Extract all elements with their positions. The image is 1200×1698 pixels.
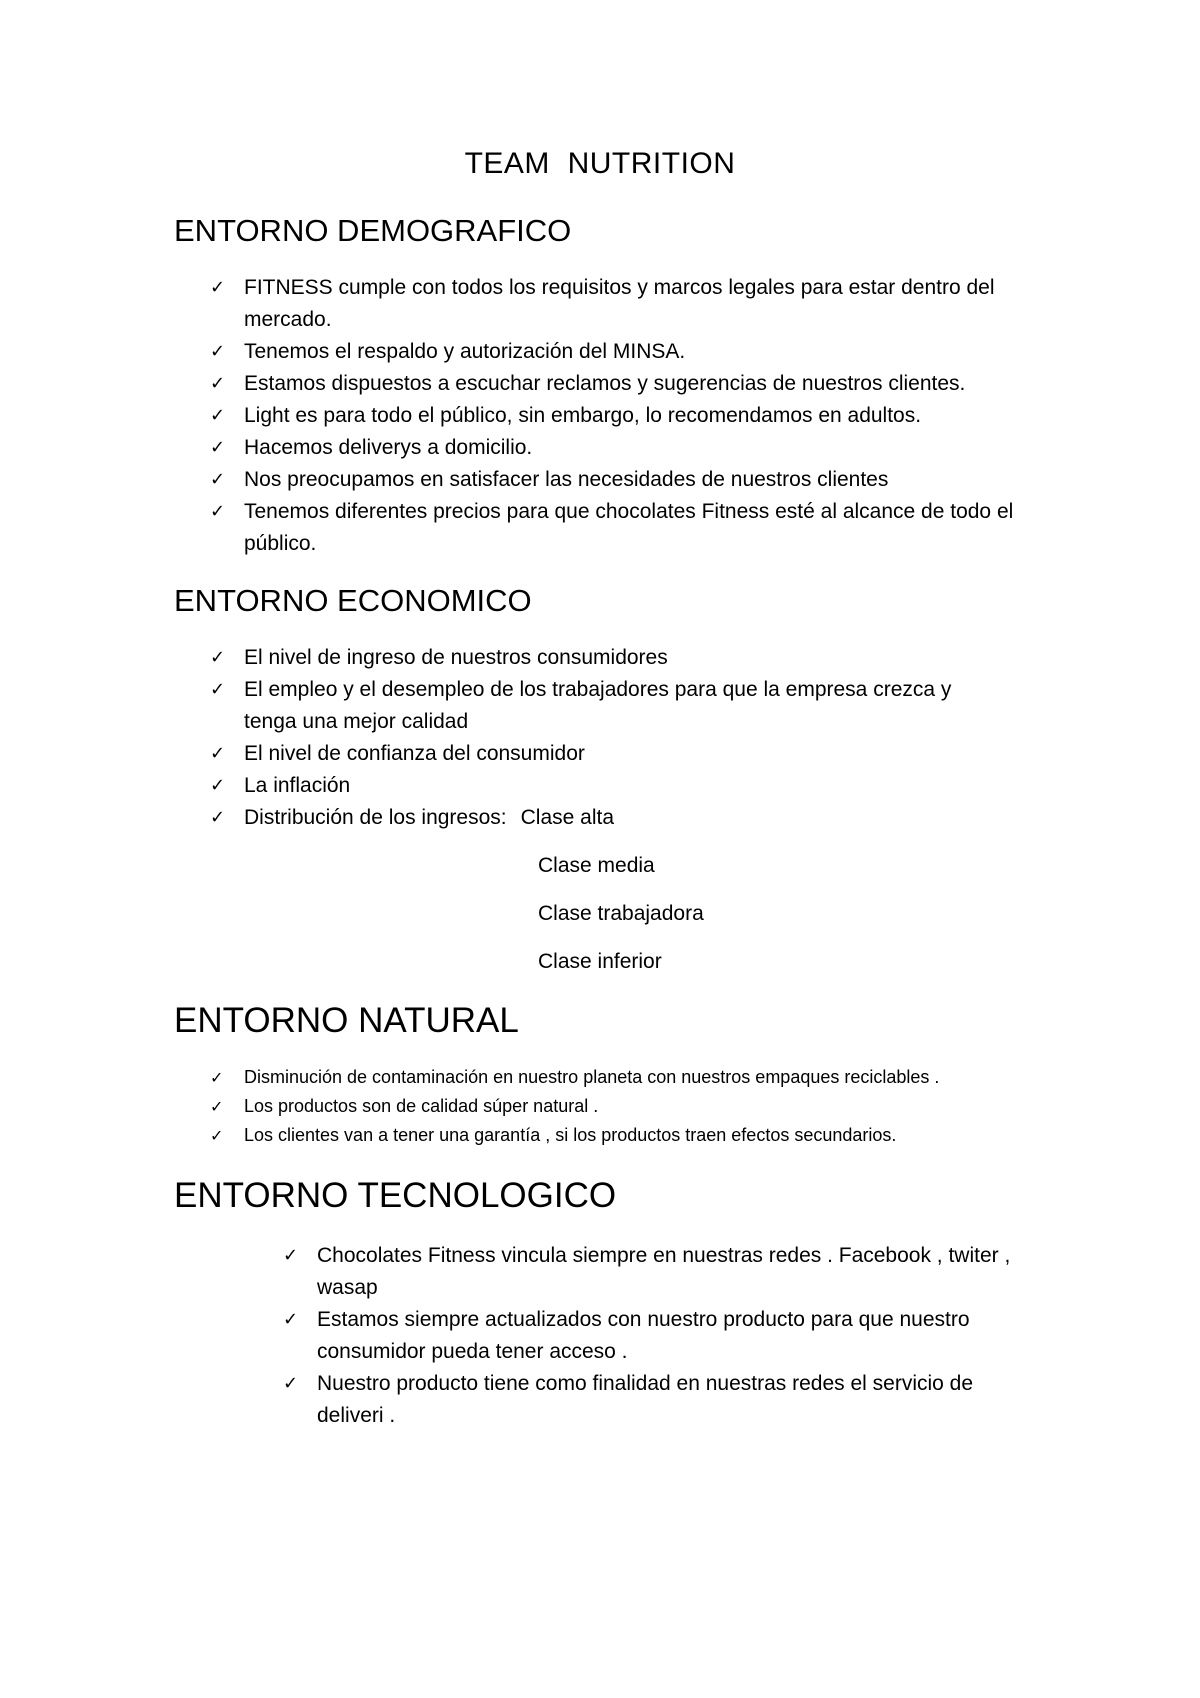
check-mark-icon: ✓ — [210, 501, 226, 522]
list-item: ✓ Tenemos el respaldo y autorización del MINSA. — [208, 336, 1040, 368]
check-mark-icon: ✓ — [210, 679, 226, 700]
check-mark-icon: ✓ — [210, 469, 226, 490]
list-item: ✓ Estamos siempre actualizados con nuestro producto para que nuestro consumidor pueda tener acceso . — [281, 1304, 1021, 1368]
check-mark-icon: ✓ — [210, 277, 226, 298]
list-item: ✓ El nivel de confianza del consumidor — [208, 738, 1008, 770]
check-mark-icon: ✓ — [283, 1245, 299, 1266]
list-item: ✓ Distribución de los ingresos: Clase alta — [208, 802, 1008, 834]
list-natural — [208, 1063, 1068, 1150]
list-item: ✓ Tenemos diferentes precios para que chocolates Fitness esté al alcance de todo el público. — [208, 496, 1040, 560]
check-mark-icon: ✓ — [210, 1068, 224, 1087]
list-item: ✓ Estamos dispuestos a escuchar reclamos y sugerencias de nuestros clientes. — [208, 368, 1040, 400]
list-demografico — [208, 272, 1040, 560]
list-item: ✓ Los clientes van a tener una garantía , si los productos traen efectos secundarios. — [208, 1121, 1068, 1150]
check-mark-icon: ✓ — [210, 647, 226, 668]
list-item: ✓ Nos preocupamos en satisfacer las necesidades de nuestros clientes — [208, 464, 1040, 496]
list-item: ✓ FITNESS cumple con todos los requisitos y marcos legales para estar dentro del mercado. — [208, 272, 1040, 336]
income-class-media: Clase media — [538, 854, 655, 877]
heading-entorno-economico: ENTORNO ECONOMICO — [174, 583, 532, 618]
check-mark-icon: ✓ — [210, 743, 226, 764]
document-title: TEAM NUTRITION — [464, 147, 736, 180]
income-class-trabajadora: Clase trabajadora — [538, 902, 704, 925]
heading-entorno-tecnologico: ENTORNO TECNOLOGICO — [174, 1176, 617, 1215]
check-mark-icon: ✓ — [210, 405, 226, 426]
list-economico — [208, 642, 1008, 834]
check-mark-icon: ✓ — [210, 1126, 224, 1145]
check-mark-icon: ✓ — [210, 1097, 224, 1116]
check-mark-icon: ✓ — [210, 807, 226, 828]
check-mark-icon: ✓ — [283, 1309, 299, 1330]
list-item: ✓ Chocolates Fitness vincula siempre en nuestras redes . Facebook , twiter , wasap — [281, 1240, 1021, 1304]
heading-entorno-demografico: ENTORNO DEMOGRAFICO — [174, 213, 572, 248]
list-item: ✓ Nuestro producto tiene como finalidad en nuestras redes el servicio de deliveri . — [281, 1368, 1021, 1432]
list-item: ✓ El empleo y el desempleo de los trabajadores para que la empresa crezca y tenga una mejor calidad — [208, 674, 1008, 738]
list-item: ✓ Hacemos deliverys a domicilio. — [208, 432, 1040, 464]
income-class-alta: Clase alta — [520, 806, 615, 829]
list-item: ✓ El nivel de ingreso de nuestros consumidores — [208, 642, 1008, 674]
list-item: ✓ Los productos son de calidad súper natural . — [208, 1092, 1068, 1121]
check-mark-icon: ✓ — [210, 437, 226, 458]
list-item: ✓ La inflación — [208, 770, 1008, 802]
list-tecnologico — [281, 1240, 1021, 1432]
income-class-inferior: Clase inferior — [538, 950, 662, 973]
list-item: ✓ Light es para todo el público, sin embargo, lo recomendamos en adultos. — [208, 400, 1040, 432]
check-mark-icon: ✓ — [283, 1373, 299, 1394]
list-item: ✓ Disminución de contaminación en nuestro planeta con nuestros empaques reciclables . — [208, 1063, 1068, 1092]
check-mark-icon: ✓ — [210, 341, 226, 362]
check-mark-icon: ✓ — [210, 775, 226, 796]
heading-entorno-natural: ENTORNO NATURAL — [174, 1001, 519, 1040]
check-mark-icon: ✓ — [210, 373, 226, 394]
